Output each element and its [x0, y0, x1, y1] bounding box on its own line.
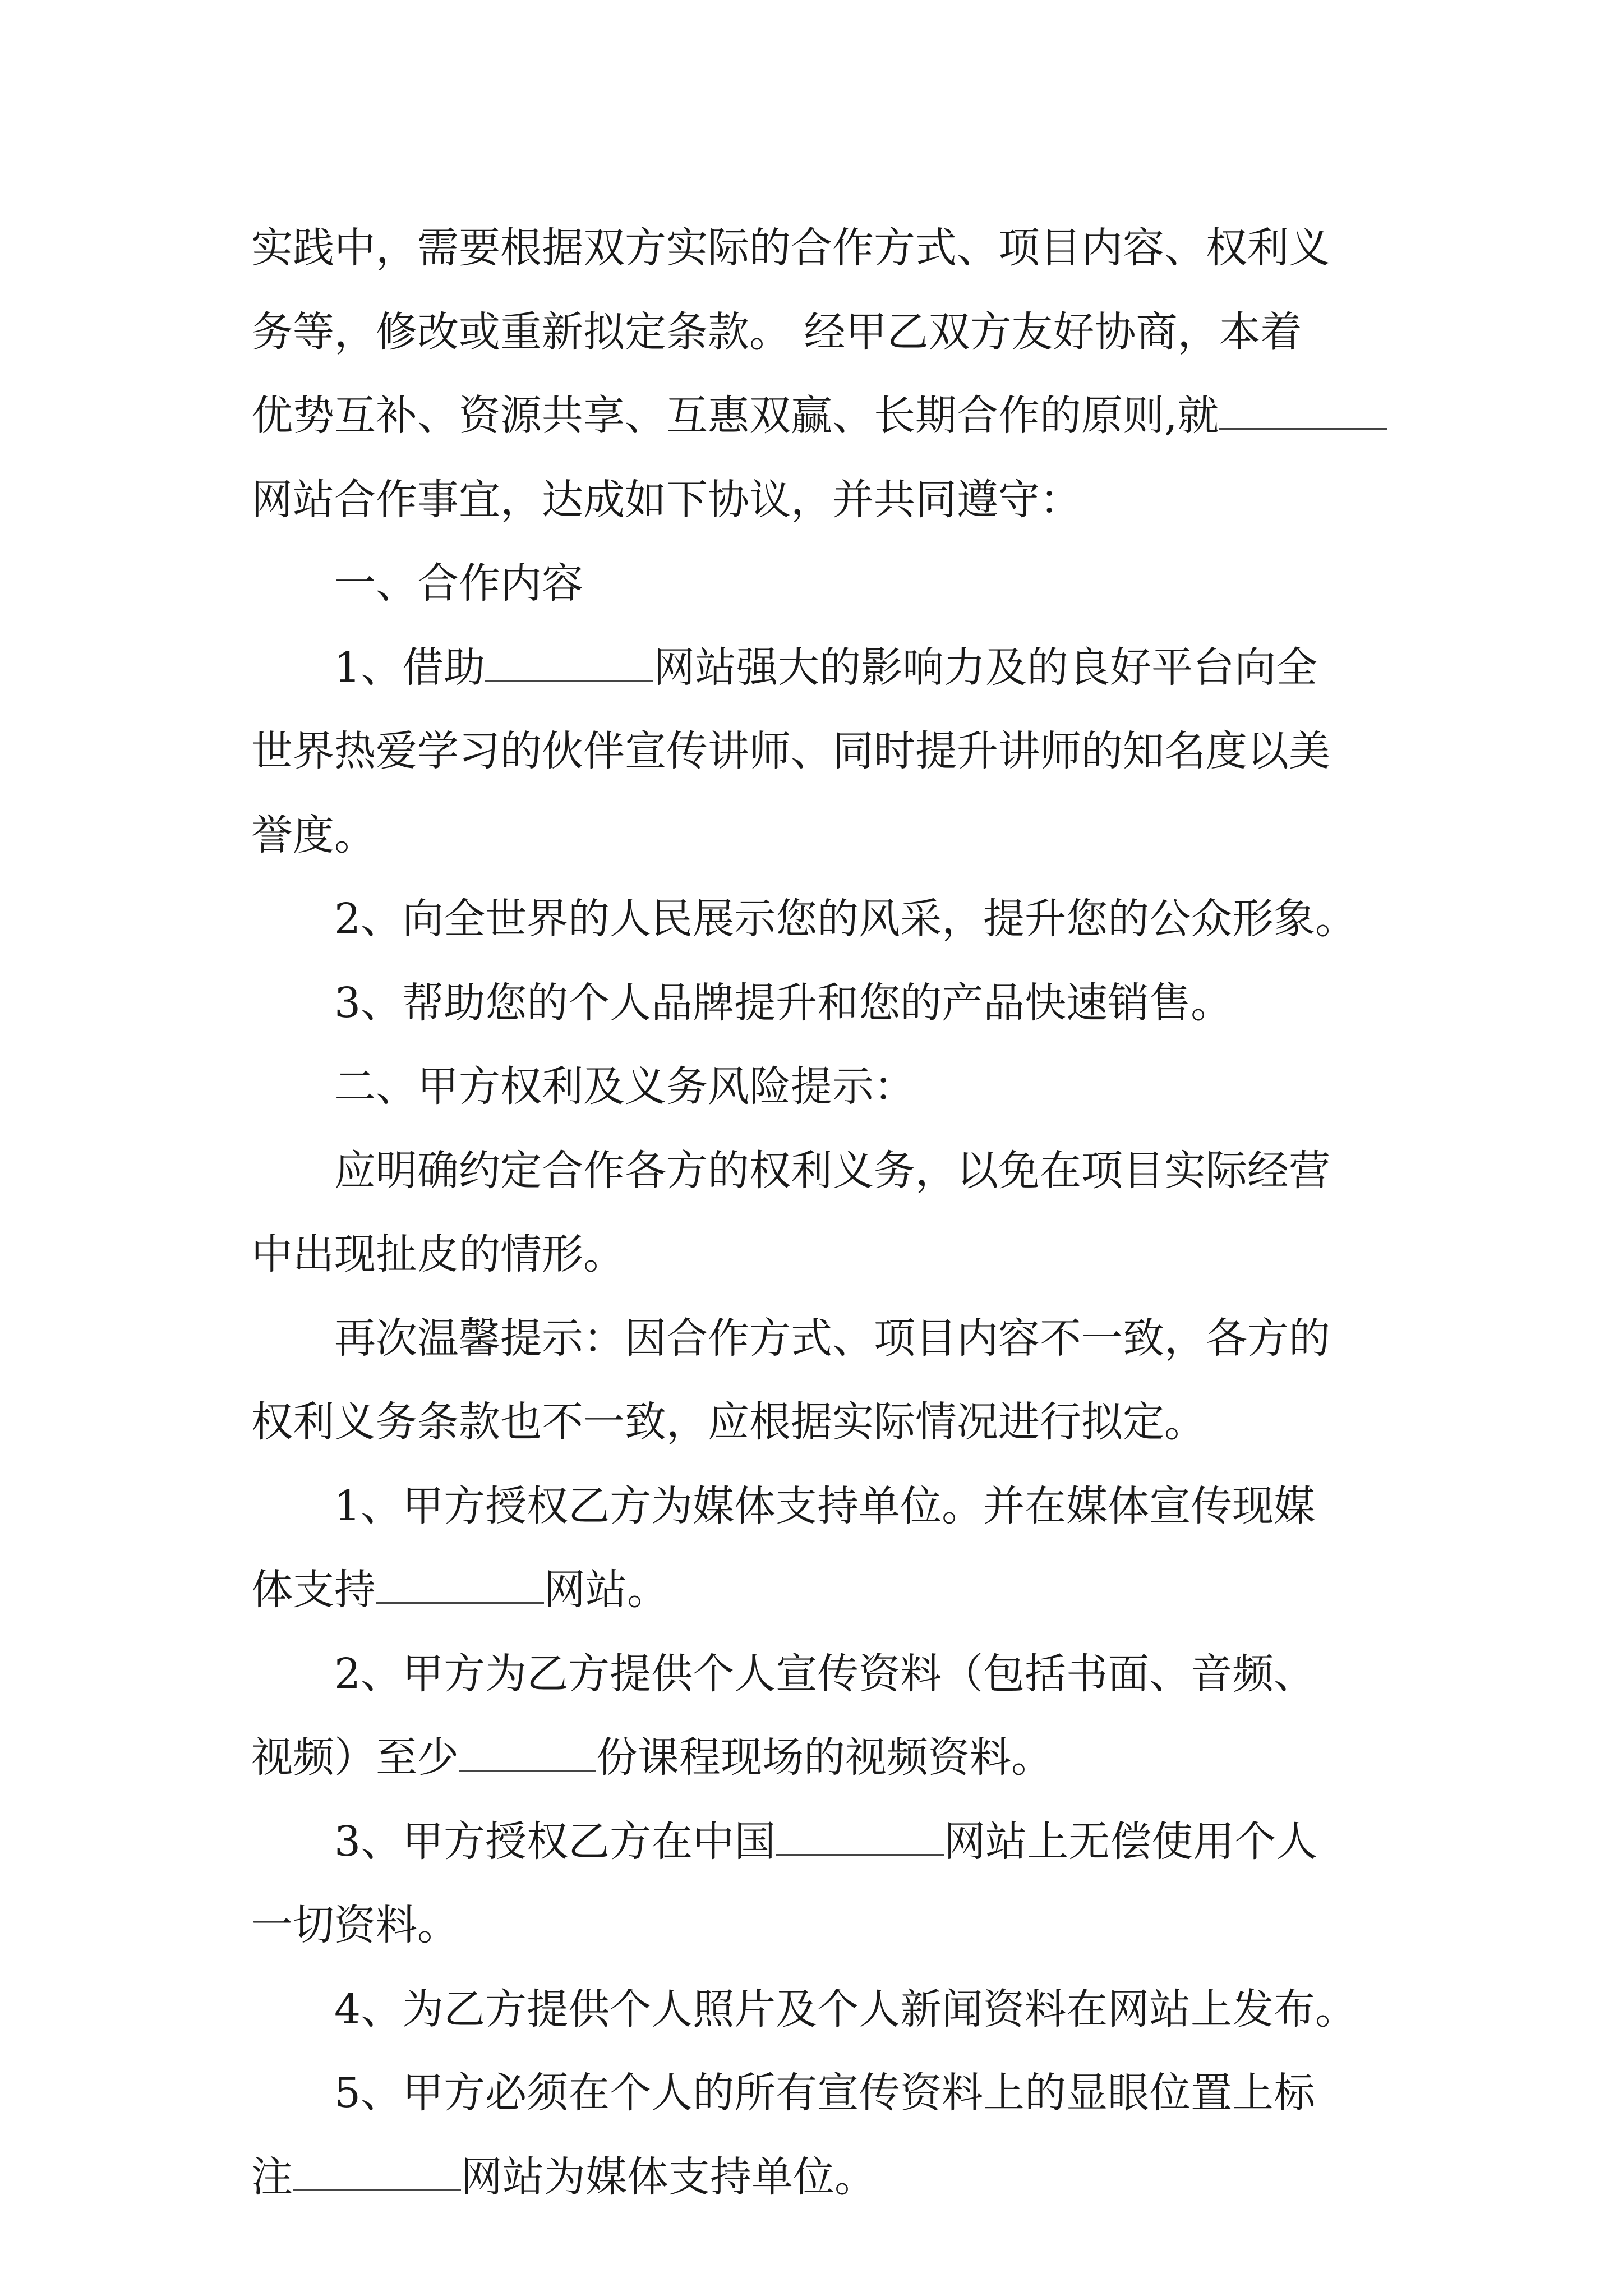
cooperation-item-3: 3、帮助您的个人品牌提升和您的产品快速销售。: [334, 978, 1233, 1027]
intro-line-1: 实践中，需要根据双方实际的合作方式、项目内容、权利义: [251, 224, 1330, 272]
party-a-item-2-text-b: 视频）至少: [251, 1733, 459, 1782]
section-heading-party-a: 二、甲方权利及义务风险提示：: [334, 1062, 915, 1111]
party-a-item-3-text-b: 网站上无偿使用个人: [944, 1817, 1318, 1866]
party-a-item-3-line-2: 一切资料。: [251, 1901, 459, 1949]
blank-field: [1219, 395, 1387, 430]
cooperation-item-2: 2、向全世界的人民展示您的风采，提升您的公众形象。: [334, 895, 1357, 943]
party-a-item-4: 4、为乙方提供个人照片及个人新闻资料在网站上发布。: [334, 1985, 1357, 2033]
party-a-item-2-text-c: 份课程现场的视频资料。: [596, 1733, 1053, 1782]
party-a-item-2-line-2: [251, 1716, 1381, 1800]
party-a-item-5-text-b: 注: [251, 2152, 293, 2201]
blank-field: [459, 1737, 596, 1772]
cooperation-item-1-line-2: 世界热爱学习的伙伴宣传讲师、同时提升讲师的知名度以美: [251, 727, 1330, 775]
party-a-item-5-text-c: 网站为媒体支持单位。: [461, 2152, 876, 2201]
party-a-item-5-line-2: [251, 2136, 1381, 2220]
intro-line-3-text: 优势互补、资源共享、互惠双赢、长期合作的原则,就: [251, 392, 1219, 440]
party-a-item-3-line-1: [251, 1800, 1381, 1884]
risk-note-1-line-2: 中出现扯皮的情形。: [251, 1230, 625, 1278]
cooperation-item-1-line-3: 誉度。: [251, 811, 376, 859]
risk-note-2-line-2: 权利义务条款也不一致，应根据实际情况进行拟定。: [251, 1398, 1206, 1446]
party-a-item-3-text-a: 3、甲方授权乙方在中国: [334, 1817, 776, 1866]
party-a-item-1-line-2: [251, 1548, 1381, 1632]
risk-note-1-line-1: 应明确约定合作各方的权利义务，以免在项目实际经营: [334, 1146, 1330, 1195]
party-a-item-1-line-1: 1、甲方授权乙方为媒体支持单位。并在媒体宣传现媒: [334, 1481, 1316, 1530]
risk-note-2-line-1: 再次温馨提示：因合作方式、项目内容不一致，各方的: [334, 1314, 1330, 1363]
blank-field: [485, 647, 653, 682]
intro-line-2: 务等，修改或重新拟定条款。 经甲乙双方友好协商，本着: [251, 307, 1302, 356]
intro-line-4: 网站合作事宜，达成如下协议，并共同遵守：: [251, 475, 1081, 524]
party-a-item-1-text-c: 网站。: [544, 1566, 668, 1614]
cooperation-item-1-text-b: 网站强大的影响力及的良好平台向全: [653, 643, 1318, 692]
cooperation-item-1-text-a: 1、借助: [334, 643, 486, 692]
document-page: [251, 206, 1381, 2219]
party-a-item-5-line-1: 5、甲方必须在个人的所有宣传资料上的显眼位置上标: [334, 2069, 1316, 2117]
blank-field: [376, 1570, 544, 1604]
blank-field: [293, 2157, 461, 2191]
cooperation-item-1-line-1: [251, 626, 1381, 710]
section-heading-cooperation: 一、合作内容: [334, 559, 583, 608]
party-a-item-1-text-b: 体支持: [251, 1566, 376, 1614]
party-a-item-2-line-1: 2、甲方为乙方提供个人宣传资料（包括书面、音频、: [334, 1649, 1316, 1698]
intro-line-3: [251, 374, 1381, 458]
blank-field: [776, 1821, 944, 1856]
